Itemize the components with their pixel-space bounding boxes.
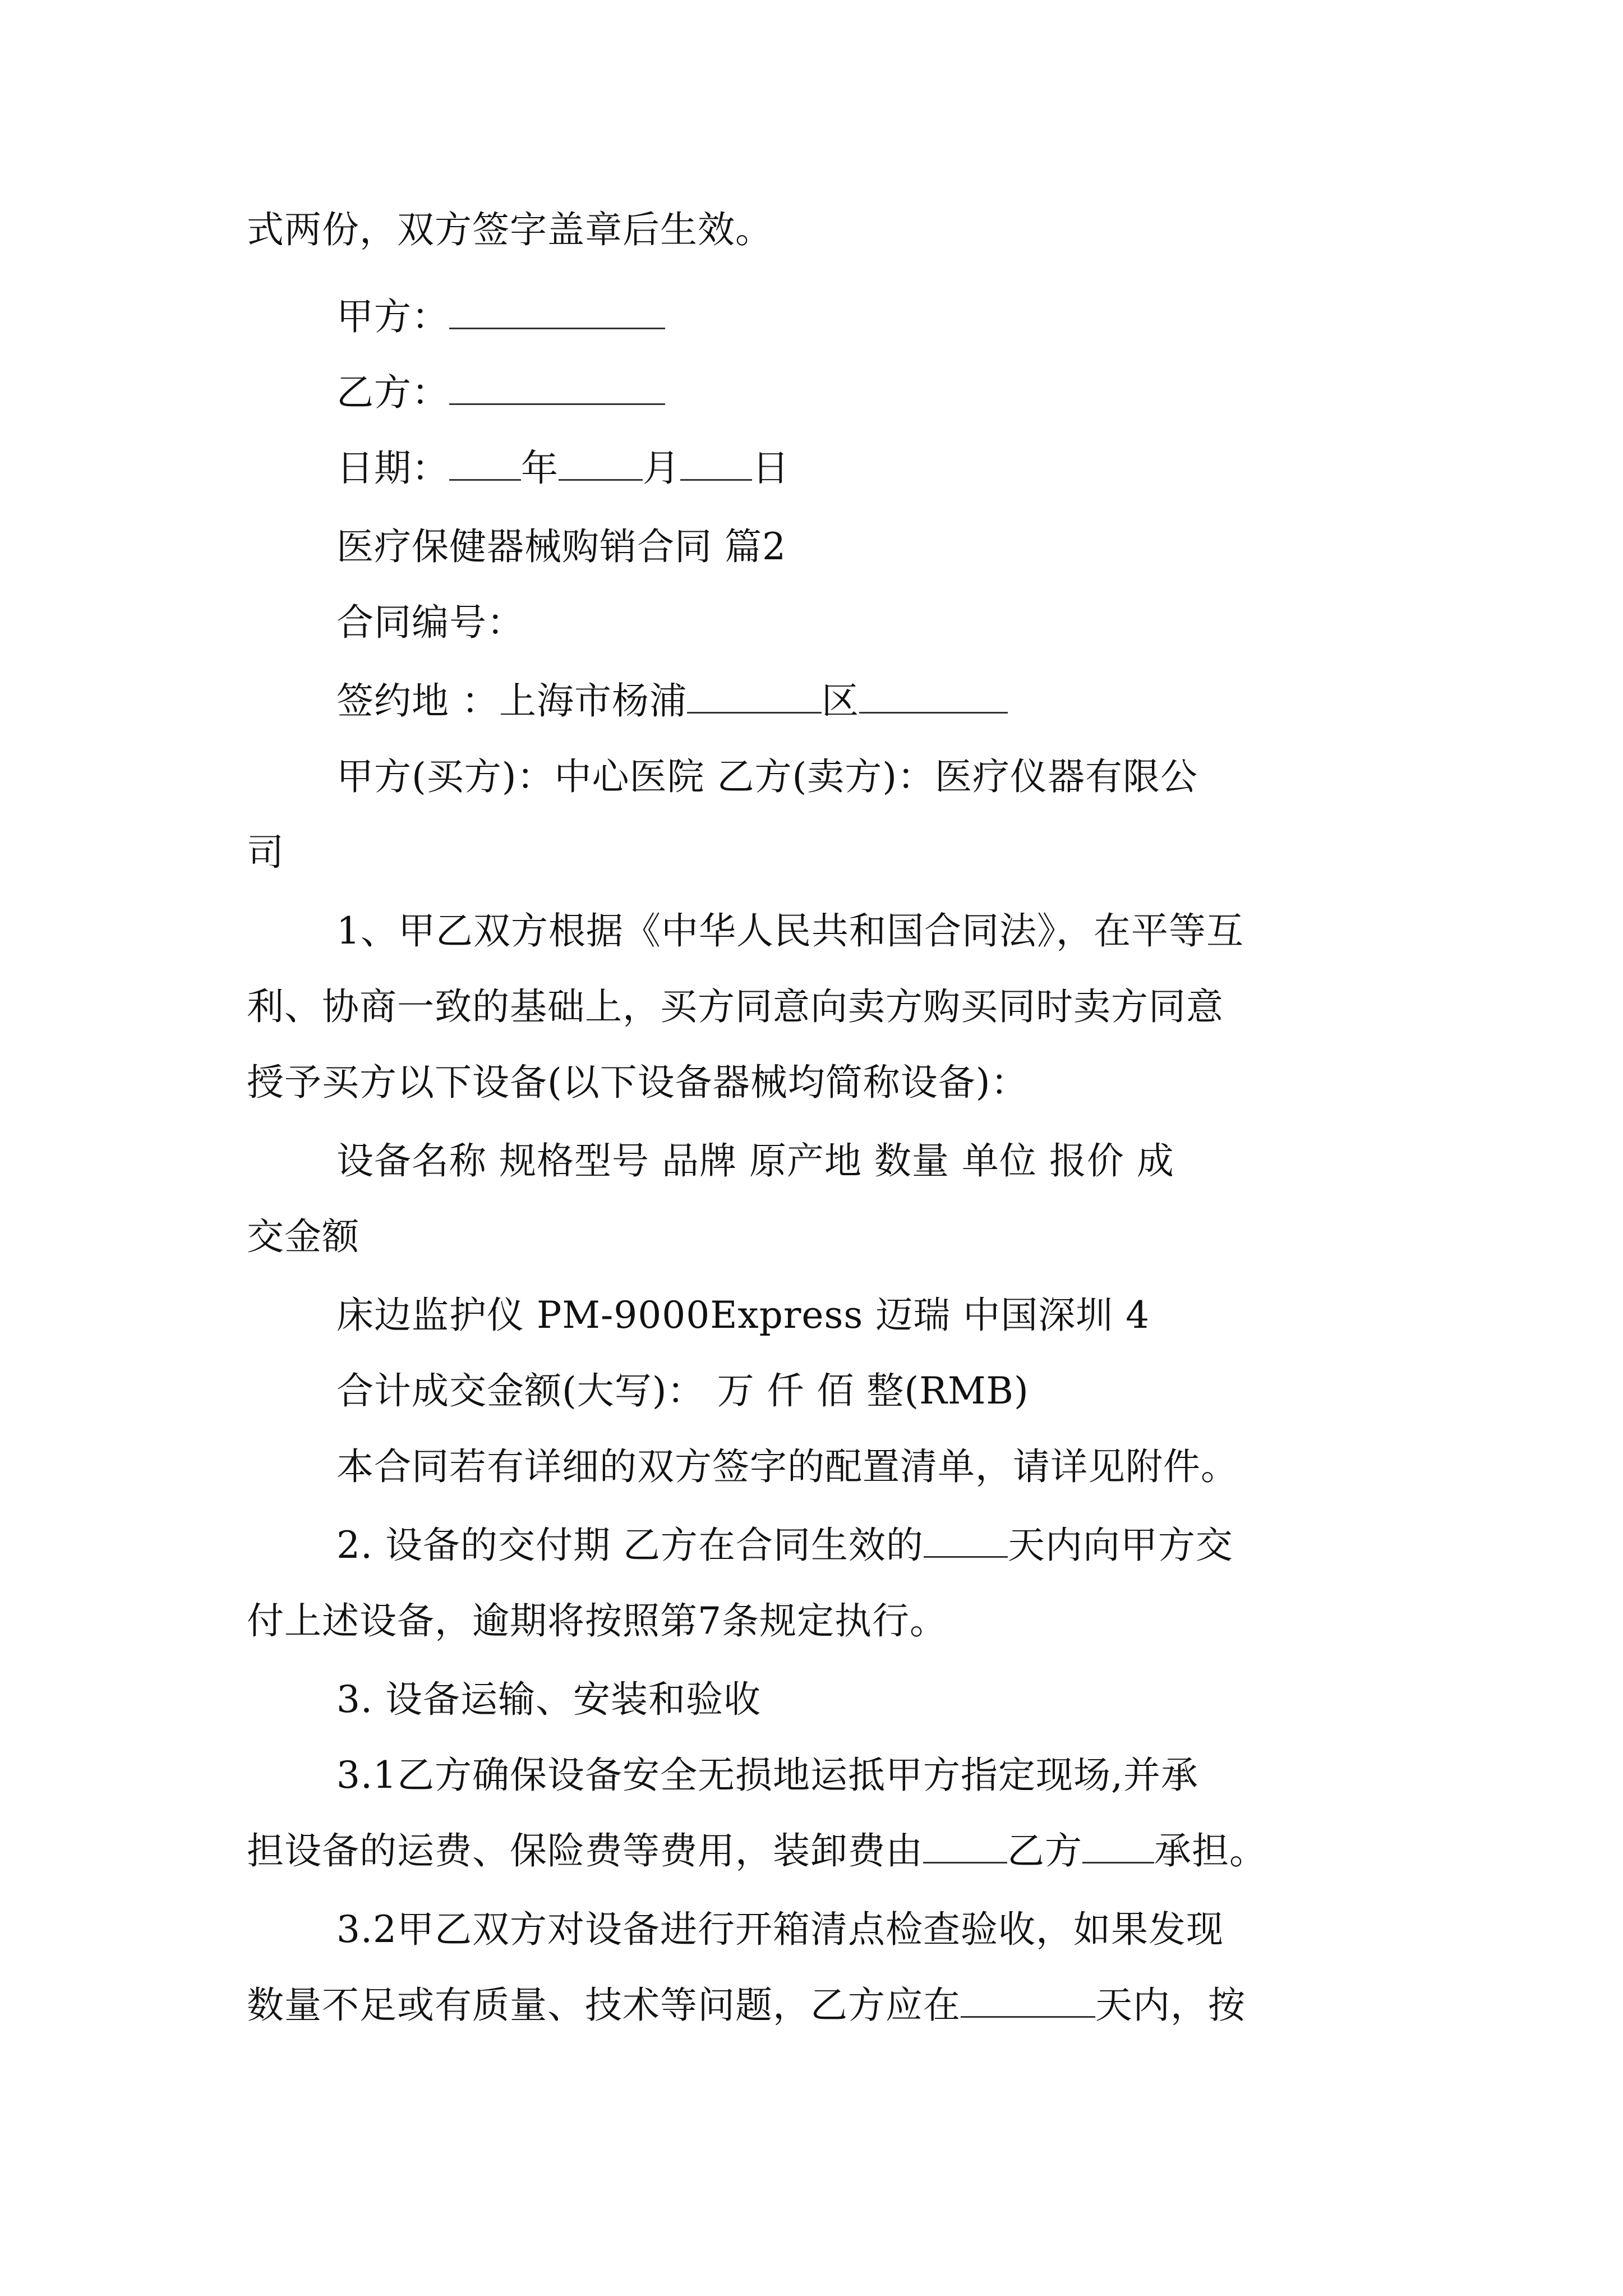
contract-number-line: 合同编号： (336, 601, 524, 644)
blank-underline (859, 679, 1008, 714)
total-amount-line: 合计成交金额(大写)： 万 仟 佰 整(RMB) (336, 1369, 1029, 1412)
blank-underline (961, 1984, 1095, 2018)
blank-underline (687, 679, 822, 714)
loading-fee-line: 担设备的运费、保险费等费用，装卸费由 乙方 承担。 (247, 1829, 1267, 1872)
equipment-header-line: 设备名称 规格型号 品牌 原产地 数量 单位 报价 成 (336, 1139, 1174, 1182)
date-line: 日期： 年 月 日 (336, 447, 790, 490)
text-line: 交金额 (247, 1215, 359, 1258)
delivery-line: 2. 设备的交付期 乙方在合同生效的 天内向甲方交 (336, 1524, 1233, 1567)
blank-underline (449, 447, 521, 481)
text-line: 1、甲乙双方根据《中华人民共和国合同法》，在平等互 (336, 909, 1244, 953)
text-line: 付上述设备，逾期将按照第7条规定执行。 (247, 1599, 947, 1642)
text-line: 本合同若有详细的双方签字的配置清单，请详见附件。 (336, 1445, 1238, 1488)
blank-underline (559, 447, 643, 481)
party-b-signature-line: 乙方： (336, 362, 665, 424)
party-a-signature-line: 甲方： (336, 286, 665, 348)
blank-underline (449, 295, 665, 329)
text-line: 授予买方以下设备(以下设备器械均简称设备)： (247, 1061, 1029, 1104)
signing-place-line: 签约地 ：上海市杨浦 区 (336, 670, 1008, 732)
text-line: 3.2甲乙双方对设备进行开箱清点检查验收，如果发现 (336, 1908, 1224, 1951)
text-line: 利、协商一致的基础上，买方同意向卖方购买同时卖方同意 (247, 985, 1224, 1028)
text-line: 式两份，双方签字盖章后生效。 (247, 208, 773, 251)
text-line: 3.1乙方确保设备安全无损地运抵甲方指定现场,并承 (336, 1754, 1198, 1797)
section-title: 医疗保健器械购销合同 篇2 (336, 525, 786, 568)
text-line: 甲方(买方)：中心医院 乙方(卖方)：医疗仪器有限公 (336, 755, 1198, 798)
blank-underline (923, 1829, 1007, 1864)
section-heading: 3. 设备运输、安装和验收 (336, 1678, 761, 1721)
text-line: 司 (247, 831, 284, 874)
blank-underline (924, 1524, 1008, 1558)
inspection-line: 数量不足或有质量、技术等问题，乙方应在 天内，按 (247, 1984, 1246, 2027)
blank-underline (680, 447, 752, 481)
blank-underline (449, 371, 665, 405)
blank-underline (1082, 1829, 1154, 1864)
equipment-row-line: 床边监护仪 PM-9000Express 迈瑞 中国深圳 4 (336, 1294, 1150, 1337)
